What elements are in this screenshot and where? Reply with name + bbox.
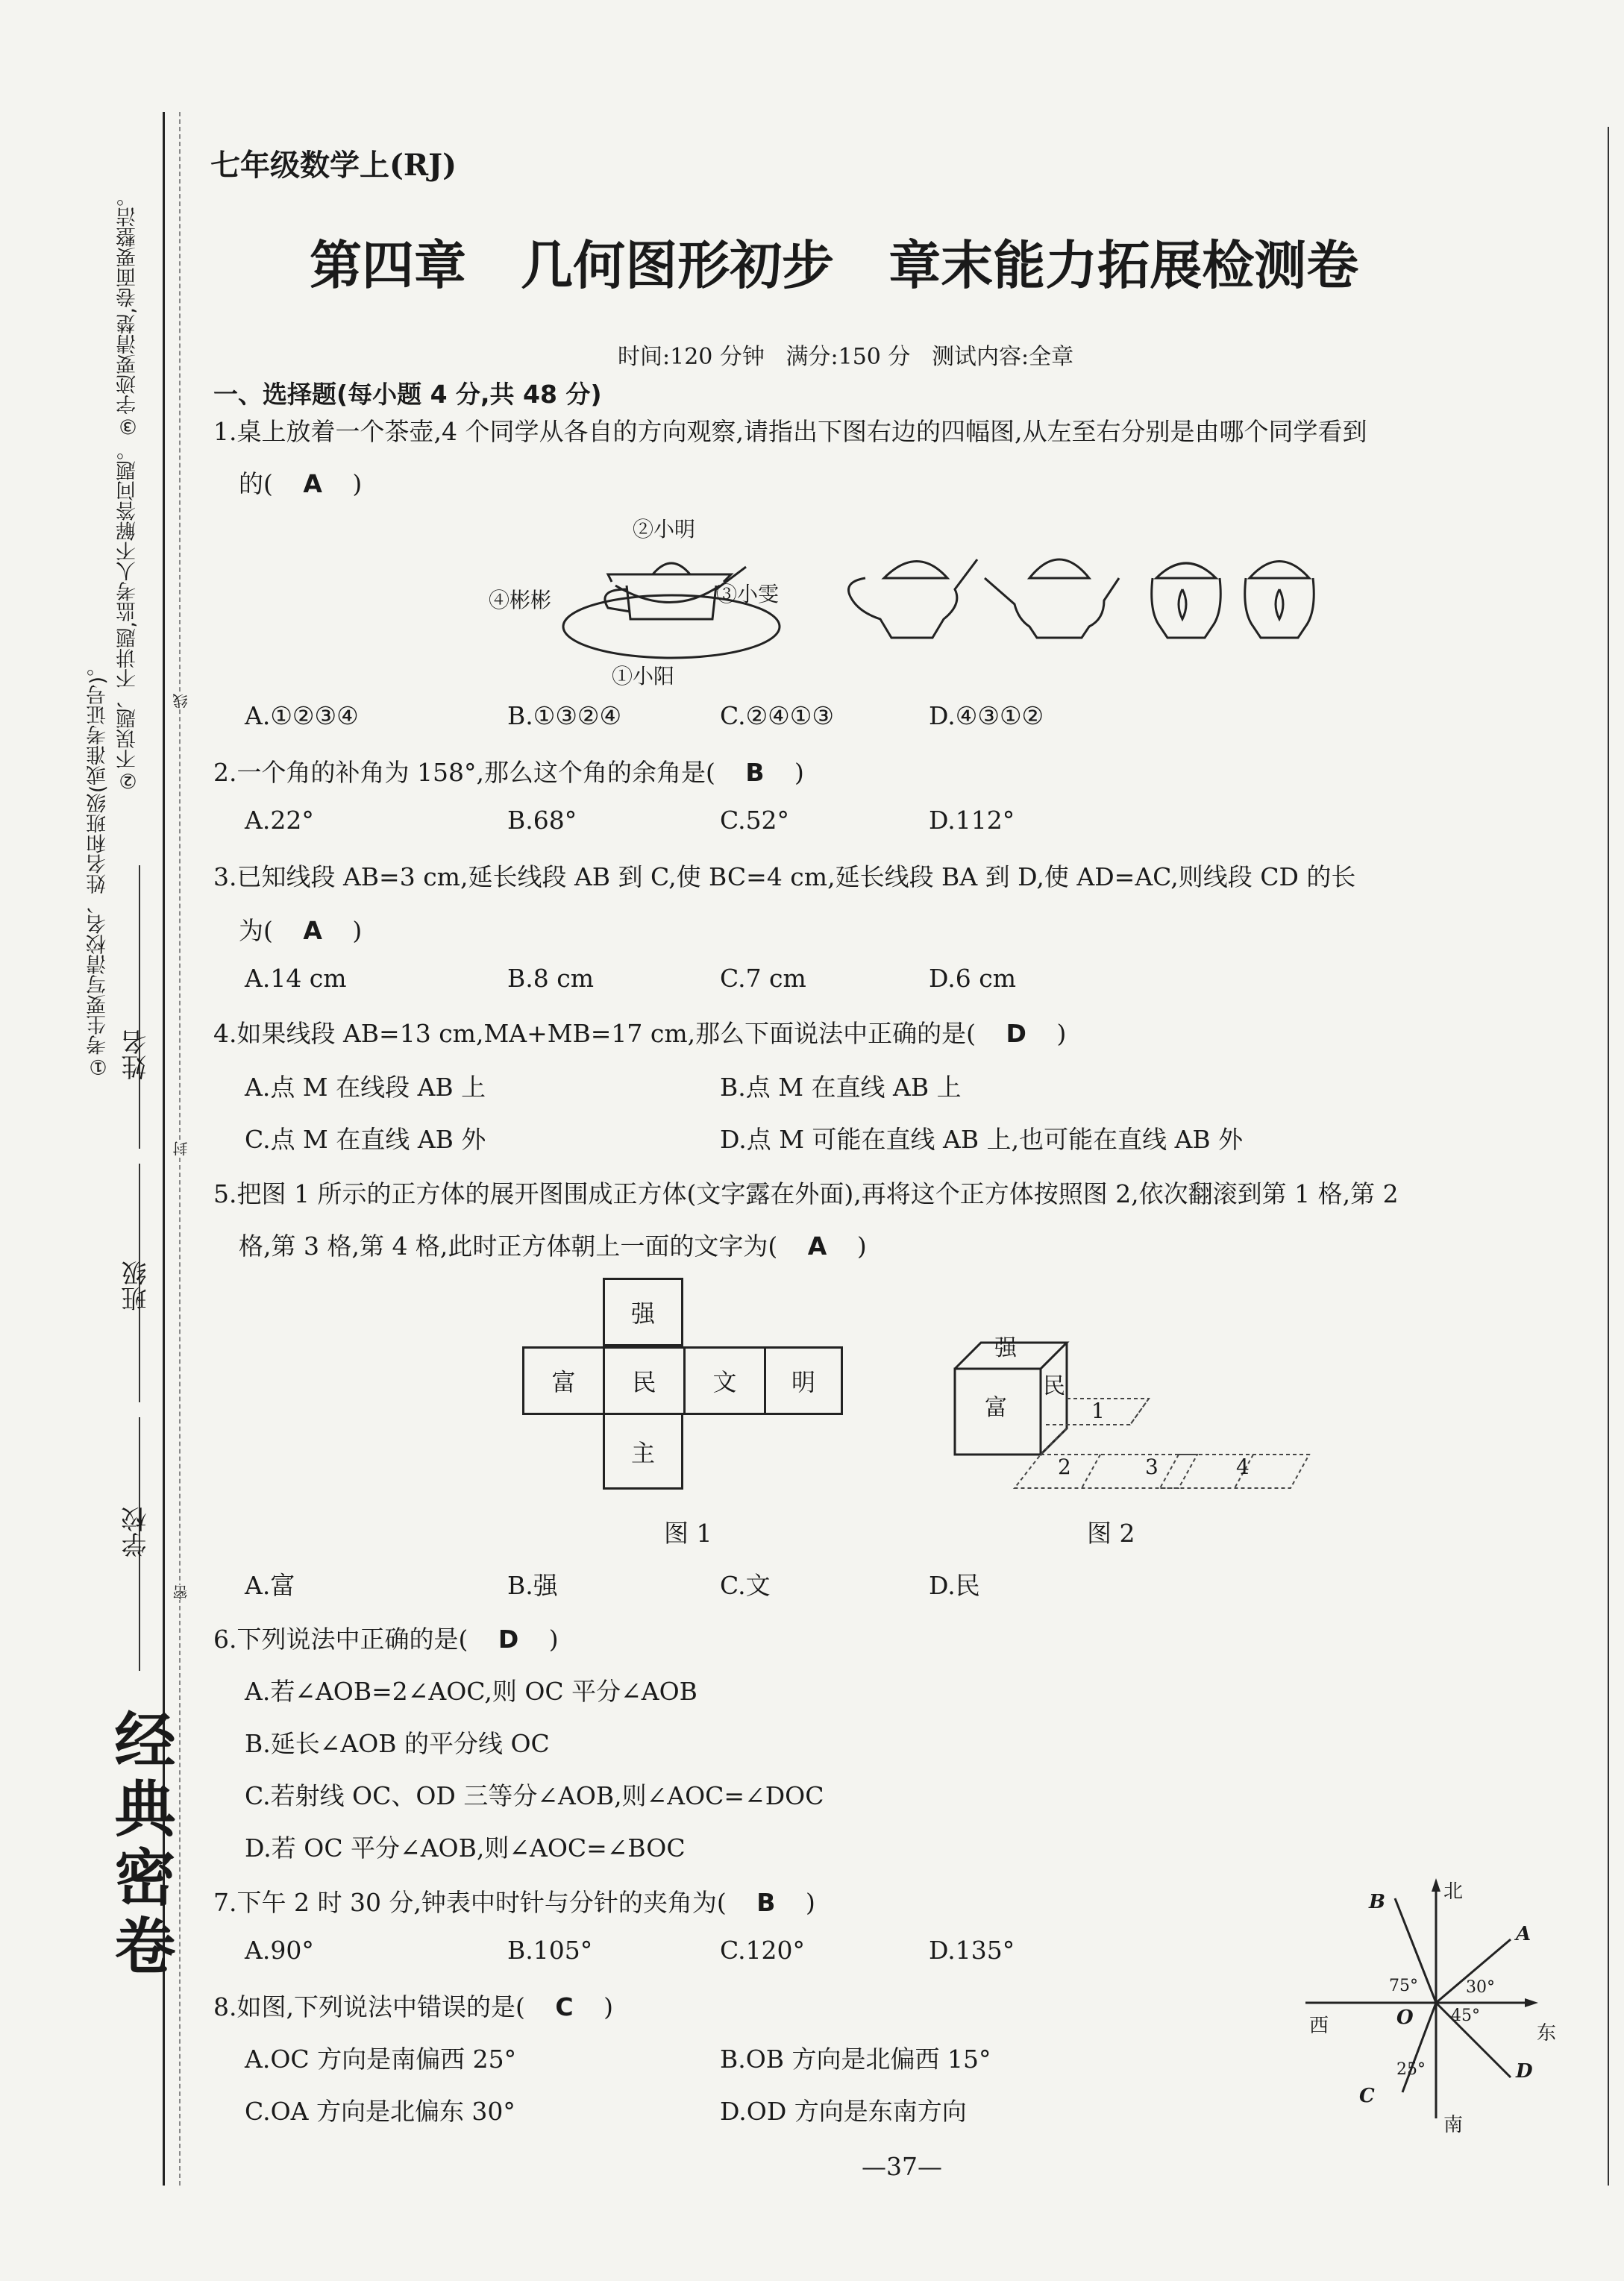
grid-cell-2: 2 [1058,1455,1071,1479]
mi-label: 密 [170,1585,192,1600]
q4-answer: D [1006,1019,1026,1048]
brand-logo: 经典密卷 [104,1708,176,1983]
book-header: 七年级数学上(RJ) [210,148,457,183]
q8-close: ) [603,1992,613,2021]
page-title: 第四章 几何图形初步 章末能力拓展检测卷 [310,235,1359,296]
teapot-view-4 [1245,562,1314,639]
page-number: —37— [862,2152,942,2181]
q3-stem-2 [239,912,362,947]
q5-answer: A [807,1232,827,1261]
q8-option-d: D.OD 方向是东南方向 [720,2097,967,2126]
q7-close: ) [805,1888,815,1917]
q8-option-c: C.OA 方向是北偏东 30° [245,2097,515,2126]
point-A: A [1516,1923,1531,1945]
q1-stem-2 [239,465,362,500]
q5-option-b: B.强 [507,1571,558,1600]
north-arrow [1432,1878,1440,1892]
q2-option-d: D.112° [929,806,1015,835]
q1-option-c: C.②④①③ [720,701,834,730]
q2-option-b: B.68° [507,806,577,835]
q8-stem [213,1988,613,2023]
point-D: D [1516,2060,1533,2083]
q1-option-a: A.①②③④ [245,701,359,730]
q4-stem-text: 4.如果线段 AB=13 cm,MA+MB=17 cm,那么下面说法中正确的是( [213,1019,976,1048]
q8-option-a: A.OC 方向是南偏西 25° [245,2045,517,2074]
q6-close: ) [548,1625,559,1654]
q7-option-a: A.90° [245,1936,314,1965]
seal-label: 封 [170,1141,192,1156]
teapot-view-1 [849,559,978,638]
q1-label-top: ②小明 [633,517,696,542]
q2-answer: B [745,758,765,787]
q6-option-b: B.延长∠AOB 的平分线 OC [245,1729,550,1758]
grid-cell-3: 3 [1145,1455,1159,1479]
cube-front-face: 富 [985,1395,1007,1421]
q7-stem-text: 7.下午 2 时 30 分,钟表中时针与分针的夹角为( [213,1888,727,1917]
compass-south: 南 [1443,2114,1464,2136]
q7-option-c: C.120° [720,1936,806,1965]
exam-meta: 时间:120 分钟 满分:150 分 测试内容:全章 [618,344,1074,370]
q6-option-a: A.若∠AOB=2∠AOC,则 OC 平分∠AOB [245,1677,697,1706]
q2-close: ) [794,758,804,787]
q1-label-right: ③小雯 [716,582,780,606]
q2-option-a: A.22° [245,806,314,835]
q1-answer: A [303,469,322,498]
q1-teapot-figure [477,507,1343,686]
q4-option-b: B.点 M 在直线 AB 上 [720,1073,962,1102]
net-cell: 民 [603,1346,686,1415]
q1-option-d: D.④③①② [929,701,1044,730]
school-label: 学校 [122,1507,151,1557]
q5-stem-tail: 格,第 3 格,第 4 格,此时正方体朝上一面的文字为( [239,1232,778,1261]
q1-label-bottom: ①小阳 [612,664,675,688]
q7-stem [213,1883,815,1918]
point-B: B [1369,1891,1385,1913]
net-cell: 文 [683,1346,766,1415]
q3-option-d: D.6 cm [929,964,1017,993]
q1-stem-tail: 的( [239,469,273,498]
cube-side-face: 民 [1043,1373,1065,1399]
net-cell: 明 [764,1346,843,1415]
compass-diagram [1298,1872,1567,2148]
point-O: O [1396,2007,1414,2029]
q4-option-d: D.点 M 可能在直线 AB 上,也可能在直线 AB 外 [720,1125,1244,1154]
q6-stem-text: 6.下列说法中正确的是( [213,1625,468,1654]
sidebar-note-1: ①考生要写清校名、姓名和班级(或准考证号)。 [87,656,110,1079]
q5-close: ) [856,1232,867,1261]
teapot-view-2 [985,559,1119,638]
sidebar-note-3: ③字迹要清楚,卷面要整洁。 [116,186,139,438]
q4-close: ) [1056,1019,1067,1048]
q1-stem: 1.桌上放着一个茶壶,4 个同学从各自的方向观察,请指出下图右边的四幅图,从左至右分别是由哪个同学看到 [213,417,1367,446]
q2-option-c: C.52° [720,806,790,835]
angle-30: 30° [1466,1978,1495,1997]
q3-option-c: C.7 cm [720,964,806,993]
q3-stem: 3.已知线段 AB=3 cm,延长线段 AB 到 C,使 BC=4 cm,延长线段 BA 到 D,使 AD=AC,则线段 CD 的长 [213,862,1356,891]
compass-east: 东 [1537,2022,1557,2045]
q1-option-b: B.①③②④ [507,701,622,730]
q1-close: ) [352,469,363,498]
q7-answer: B [756,1888,776,1917]
name-field-line[interactable] [139,865,140,1149]
teapot-view-3 [1152,563,1221,638]
east-arrow [1525,1998,1538,2007]
q5-option-a: A.富 [245,1571,295,1600]
section-heading: 一、选择题(每小题 4 分,共 48 分) [213,380,602,409]
class-label: 班级 [122,1261,151,1311]
fig2-caption: 图 2 [1087,1519,1135,1548]
grid-cell-4: 4 [1236,1455,1250,1479]
q6-option-d: D.若 OC 平分∠AOB,则∠AOC=∠BOC [245,1833,686,1863]
q8-answer: C [555,1992,574,2021]
right-border [1608,127,1609,2186]
sidebar-note-2: ②不误题、不讲题,监考人不解答问题。 [116,440,139,792]
angle-25: 25° [1396,2060,1426,2079]
q1-label-left: ④彬彬 [489,588,552,612]
angle-75: 75° [1389,1977,1418,1995]
angle-45: 45° [1451,2007,1480,2025]
q3-answer: A [303,916,322,945]
q3-close: ) [352,916,363,945]
point-C: C [1359,2085,1375,2107]
line-label: 线 [170,694,192,709]
q5-option-c: C.文 [720,1571,771,1600]
q4-option-a: A.点 M 在线段 AB 上 [245,1073,486,1102]
name-label: 姓名 [122,1029,151,1080]
q7-option-d: D.135° [929,1936,1015,1965]
q2-stem [213,753,804,788]
q6-option-c: C.若射线 OC、OD 三等分∠AOB,则∠AOC=∠DOC [245,1781,824,1810]
q6-answer: D [498,1625,519,1654]
compass-west: 西 [1309,2015,1329,2037]
q5-stem-2 [239,1227,867,1262]
q2-stem-text: 2.一个角的补角为 158°,那么这个角的余角是( [213,758,715,787]
net-cell: 富 [522,1346,605,1415]
cube-top-face: 强 [994,1335,1017,1361]
q4-stem [213,1014,1066,1049]
q8-stem-text: 8.如图,下列说法中错误的是( [213,1992,525,2021]
q6-stem [213,1620,559,1655]
net-cell: 主 [603,1413,683,1490]
compass-north: 北 [1443,1880,1464,1903]
q8-option-b: B.OB 方向是北偏西 15° [720,2045,991,2074]
q5-stem: 5.把图 1 所示的正方体的展开图围成正方体(文字露在外面),再将这个正方体按照图 2,依次翻滚到第 1 格,第 2 [213,1179,1399,1208]
q3-stem-tail: 为( [239,916,273,945]
q3-option-b: B.8 cm [507,964,594,993]
net-cell: 强 [603,1278,683,1346]
q7-option-b: B.105° [507,1936,593,1965]
q3-option-a: A.14 cm [245,964,347,993]
q4-option-c: C.点 M 在直线 AB 外 [245,1125,486,1154]
fig1-caption: 图 1 [664,1519,712,1548]
q5-option-d: D.民 [929,1571,980,1600]
grid-cell-1: 1 [1091,1399,1105,1423]
cube-net [522,1278,843,1490]
